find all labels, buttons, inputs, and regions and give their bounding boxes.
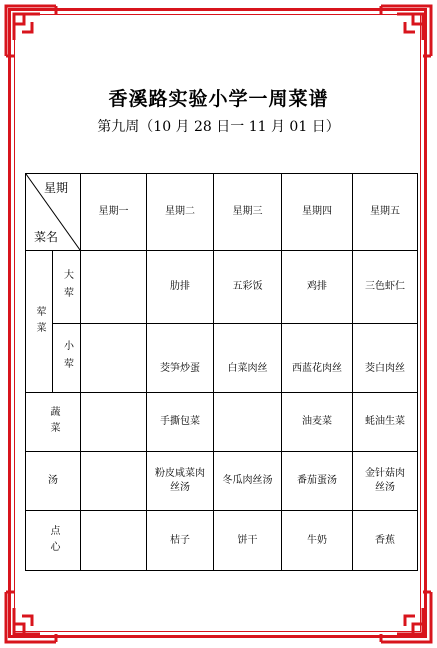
menu-cell: 白菜肉丝 xyxy=(214,324,282,393)
table-row xyxy=(26,393,418,452)
corner-header-cell xyxy=(26,174,81,251)
menu-cell: 五彩饭 xyxy=(214,251,282,324)
corner-ornament-top-right xyxy=(375,0,437,62)
day-header-tue: 星期二 xyxy=(147,174,214,251)
corner-day-label: 星期 xyxy=(43,181,68,195)
corner-ornament-bottom-right xyxy=(375,586,437,648)
menu-cell: 粉皮咸菜肉丝汤 xyxy=(147,452,214,511)
menu-cell: 牛奶 xyxy=(282,511,353,571)
menu-cell xyxy=(81,251,147,324)
menu-cell: 茭笋炒蛋 xyxy=(147,324,214,393)
table-row xyxy=(26,452,418,511)
menu-cell xyxy=(81,511,147,571)
menu-cell: 肋排 xyxy=(147,251,214,324)
header-row xyxy=(26,174,418,251)
table-row xyxy=(26,324,418,393)
corner-ornament-bottom-left xyxy=(0,586,62,648)
subcategory-small-meat: 小荤 xyxy=(53,324,81,393)
menu-cell xyxy=(81,324,147,393)
week-subtitle: 第九周（10 月 28 日一 11 月 01 日） xyxy=(97,119,340,135)
menu-cell: 西蓝花肉丝 xyxy=(282,324,353,393)
subcategory-large-meat: 大荤 xyxy=(53,251,81,324)
day-header-mon: 星期一 xyxy=(81,174,147,251)
category-soup: 汤 xyxy=(26,452,81,511)
menu-cell: 香蕉 xyxy=(353,511,418,571)
day-header-fri: 星期五 xyxy=(353,174,418,251)
category-snack: 点心 xyxy=(26,511,81,571)
page-title: 香溪路实验小学一周菜谱 xyxy=(108,88,329,110)
category-vegetable: 蔬菜 xyxy=(26,393,81,452)
category-meat: 荤菜 xyxy=(26,251,53,393)
menu-cell: 金针菇肉丝汤 xyxy=(353,452,418,511)
menu-cell: 蚝油生菜 xyxy=(353,393,418,452)
menu-cell: 冬瓜肉丝汤 xyxy=(214,452,282,511)
menu-cell: 手撕包菜 xyxy=(147,393,214,452)
menu-cell: 茭白肉丝 xyxy=(353,324,418,393)
day-header-thu: 星期四 xyxy=(282,174,353,251)
menu-cell: 番茄蛋汤 xyxy=(282,452,353,511)
menu-cell: 鸡排 xyxy=(282,251,353,324)
menu-cell xyxy=(81,452,147,511)
table-row xyxy=(26,511,418,571)
menu-cell xyxy=(81,393,147,452)
menu-cell: 饼干 xyxy=(214,511,282,571)
menu-cell xyxy=(214,393,282,452)
corner-dish-label: 菜名 xyxy=(34,230,59,244)
menu-cell: 油麦菜 xyxy=(282,393,353,452)
table-row xyxy=(26,251,418,324)
corner-ornament-top-left xyxy=(0,0,62,62)
menu-cell: 桔子 xyxy=(147,511,214,571)
day-header-wed: 星期三 xyxy=(214,174,282,251)
menu-cell: 三色虾仁 xyxy=(353,251,418,324)
weekly-menu-table xyxy=(25,173,418,571)
